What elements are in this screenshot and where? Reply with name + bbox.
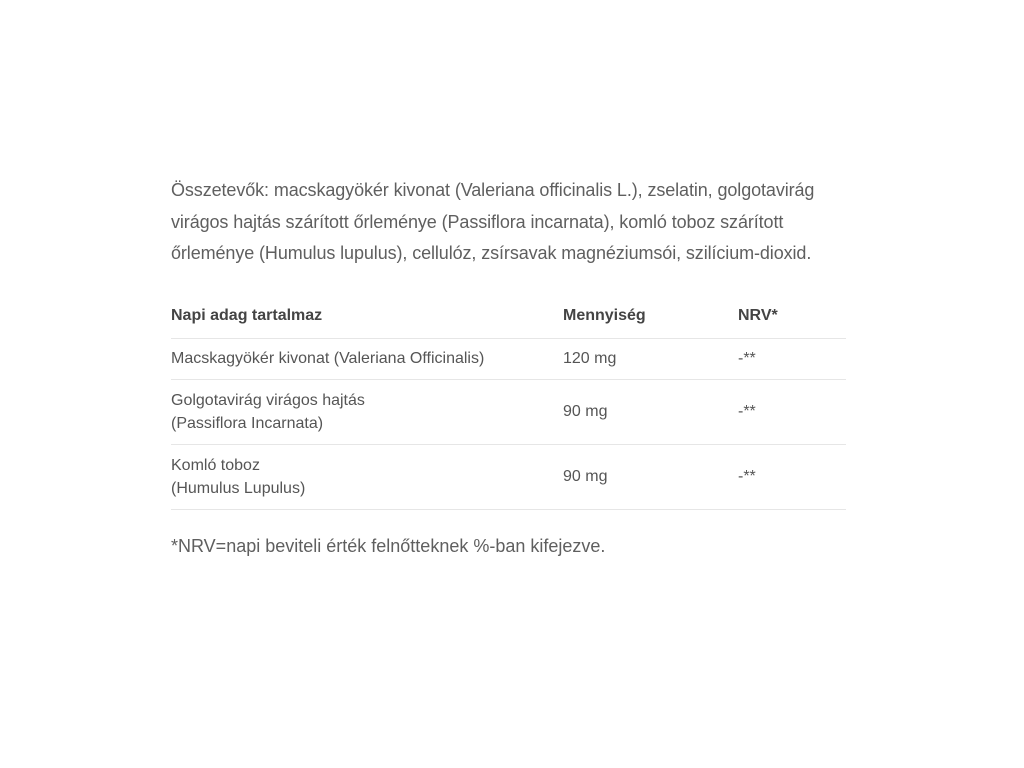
row-nrv: -** bbox=[738, 379, 846, 444]
row-ingredient-name bbox=[171, 338, 563, 379]
ingredient-name-line: Macskagyökér kivonat (Valeriana Officinalis) bbox=[171, 350, 485, 367]
ingredient-name-line: Komló toboz bbox=[171, 456, 260, 474]
product-info bbox=[171, 175, 846, 557]
table-header-row bbox=[171, 295, 846, 339]
row-quantity: 90 mg bbox=[563, 379, 738, 444]
row-quantity: 120 mg bbox=[563, 338, 738, 379]
ingredients-text: Összetevők: macskagyökér kivonat (Valeriana officinalis L.), zselatin, golgotavirág virágos hajtás szárított őrleménye (Passiflora incarnata), komló toboz szárított őrleménye (Humulus lupulus), cellulóz, zsírsavak magnéziumsói, szilícium-dioxid. bbox=[171, 180, 815, 263]
table-row bbox=[171, 338, 846, 379]
row-ingredient-name bbox=[171, 444, 563, 509]
ingredient-name-line: Golgotavirág virágos hajtás bbox=[171, 391, 365, 409]
row-ingredient-name bbox=[171, 379, 563, 444]
nrv-footnote: *NRV=napi beviteli érték felnőtteknek %-ban kifejezve. bbox=[171, 535, 606, 556]
row-nrv: -** bbox=[738, 444, 846, 509]
table-row bbox=[171, 379, 846, 444]
ingredient-latin-name: (Humulus Lupulus) bbox=[171, 479, 306, 497]
row-nrv: -** bbox=[738, 338, 846, 379]
table-row bbox=[171, 444, 846, 509]
ingredient-latin-name: (Passiflora Incarnata) bbox=[171, 414, 324, 432]
header-quantity: Mennyiség bbox=[563, 295, 738, 339]
header-nrv: NRV* bbox=[738, 295, 846, 339]
nutrition-table bbox=[171, 295, 846, 510]
header-daily-dose: Napi adag tartalmaz bbox=[171, 295, 563, 339]
row-quantity: 90 mg bbox=[563, 444, 738, 509]
